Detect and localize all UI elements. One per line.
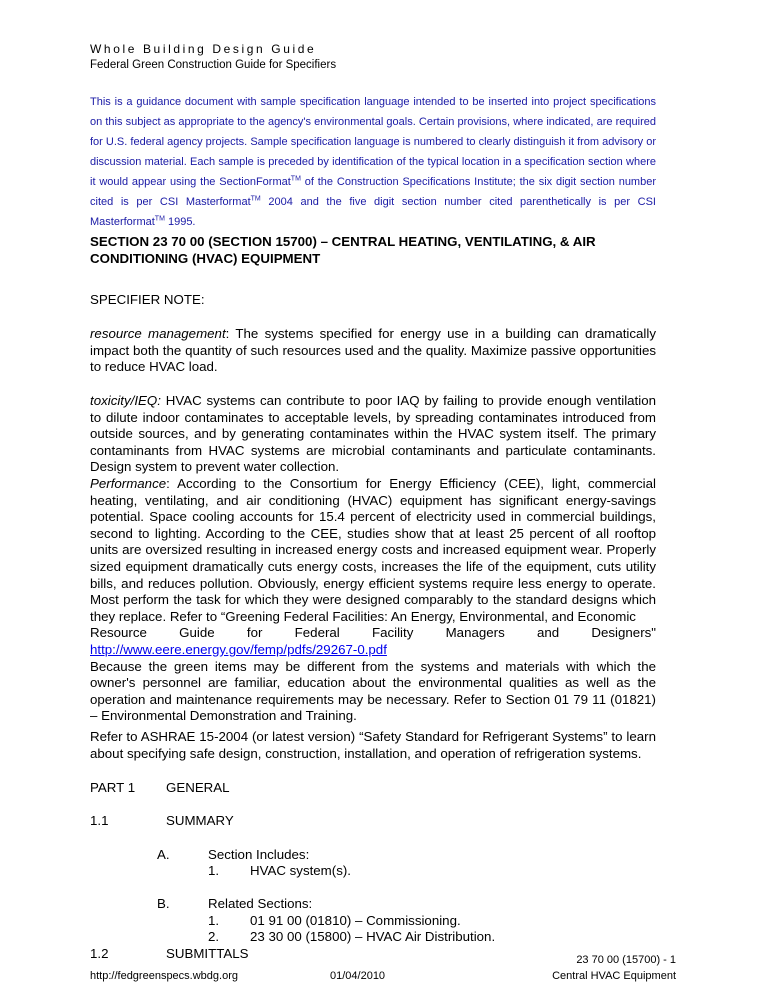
section-1-1-title: SUMMARY xyxy=(166,813,234,828)
item-b2-number: 2. xyxy=(208,929,220,944)
item-b1-text: 01 91 00 (01810) – Commissioning. xyxy=(250,913,461,928)
resource-label: resource management xyxy=(90,326,226,341)
performance-last-line: Resource Guide for Federal Facility Managers and Designers" xyxy=(90,625,656,641)
part-title: GENERAL xyxy=(166,780,230,795)
section-1-2-title: SUBMITTALS xyxy=(166,946,249,961)
part-number: PART 1 xyxy=(90,780,136,795)
section-1-1-number: 1.1 xyxy=(90,813,109,828)
performance-label: Performance xyxy=(90,476,167,491)
item-b2-text: 23 30 00 (15800) – HVAC Air Distribution. xyxy=(250,929,496,944)
toxicity-text: HVAC systems can contribute to poor IAQ by failing to provide enough ventilation to dilute indoor contaminates to acceptable levels, by spreading contaminates introduced from outside sources, and by generating contaminates within the HVAC system itself. The primary contaminants from HVAC systems are microbial contaminants and particulate contaminants. Design system to prevent water collection. xyxy=(90,393,656,475)
guidance-text-1: This is a guidance document with sample specification language intended to be inserted into project specifications on this subject as appropriate to the agency's environmental goals. Certain provisions, where indicated, are required for U.S. federal agency projects. Sample specification language is numbered to clearly distinguish it from advisory or discussion material. Each sample is preceded by identification of the typical location in a specification section where it would appear using the SectionFormat xyxy=(90,96,656,188)
specifier-note-heading: SPECIFIER NOTE: xyxy=(90,292,205,307)
item-a-label: A. xyxy=(157,847,170,862)
item-a1-number: 1. xyxy=(208,863,220,878)
femp-link[interactable]: http://www.eere.energy.gov/femp/pdfs/29267-0.pdf xyxy=(90,641,387,657)
footer-page-title: Central HVAC Equipment xyxy=(552,970,676,982)
performance-paragraph xyxy=(90,476,656,725)
item-b-label: B. xyxy=(157,896,170,911)
resource-management-paragraph xyxy=(90,326,656,376)
toxicity-label: toxicity/IEQ: xyxy=(90,393,161,408)
trademark-2: TM xyxy=(250,195,261,203)
resource-text: : The systems specified for energy use in a building can dramatically impact both the quantity of such resources used and the quality. Maximize passive opportunities to reduce HVAC load. xyxy=(90,326,656,375)
header-title: Whole Building Design Guide xyxy=(90,42,317,56)
trademark-3: TM xyxy=(154,215,165,223)
section-title: SECTION 23 70 00 (SECTION 15700) – CENTRAL HEATING, VENTILATING, & AIR CONDITIONING (HVAC) EQUIPMENT xyxy=(90,234,596,266)
ashrae-paragraph: Refer to ASHRAE 15-2004 (or latest version) “Safety Standard for Refrigerant Systems” to learn about specifying safe design, construction, installation, and operation of refrigeration systems. xyxy=(90,729,656,761)
guidance-note xyxy=(90,92,656,232)
footer-url: http://fedgreenspecs.wbdg.org xyxy=(90,970,238,982)
item-a-title: Section Includes: xyxy=(208,847,310,862)
guidance-text-4: 1995. xyxy=(164,216,196,228)
performance-text: : According to the Consortium for Energy Efficiency (CEE), light, commercial heating, ventilating, and air conditioning (HVAC) equipment has significant energy-savings potential. Space cooling accounts for 15.4 percent of electricity used in commercial buildings, second to lighting. According to the CEE, studies show that at least 25 percent of all rooftop units are oversized resulting in increased energy costs and increased equipment wear. Properly sized equipment dramatically cuts energy costs, increases the life of the equipment, cuts utility bills, and reduces pollution. Obviously, energy efficient systems require less energy to operate. Most perform the task for which they were designed comparably to the standard designs which they replace. Refer to “Greening Federal Facilities: An Energy, Environmental, and Economic xyxy=(90,476,656,624)
footer-page-ref: 23 70 00 (15700) - 1 xyxy=(576,954,676,966)
guidance-text-3: 2004 and the five digit section number cited parenthetically is per CSI Masterformat xyxy=(90,196,656,228)
header-subtitle: Federal Green Construction Guide for Specifiers xyxy=(90,59,337,71)
item-a1-text: HVAC system(s). xyxy=(250,863,351,878)
section-1-2-number: 1.2 xyxy=(90,946,109,961)
item-b1-number: 1. xyxy=(208,913,220,928)
green-text: Because the green items may be different from the systems and materials with which the owner's personnel are familiar, education about the environmental qualities as well as the operation and maintenance requirements may be necessary. Refer to Section 01 79 11 (01821) – Environmental Demonstration and Training. xyxy=(90,658,656,724)
trademark-1: TM xyxy=(290,175,301,183)
footer-date: 01/04/2010 xyxy=(330,970,386,982)
toxicity-paragraph xyxy=(90,393,656,476)
guidance-text-2: of the Construction Specifications Institute; the six digit section number cited is per CSI Masterformat xyxy=(90,176,656,208)
item-b-title: Related Sections: xyxy=(208,896,313,911)
